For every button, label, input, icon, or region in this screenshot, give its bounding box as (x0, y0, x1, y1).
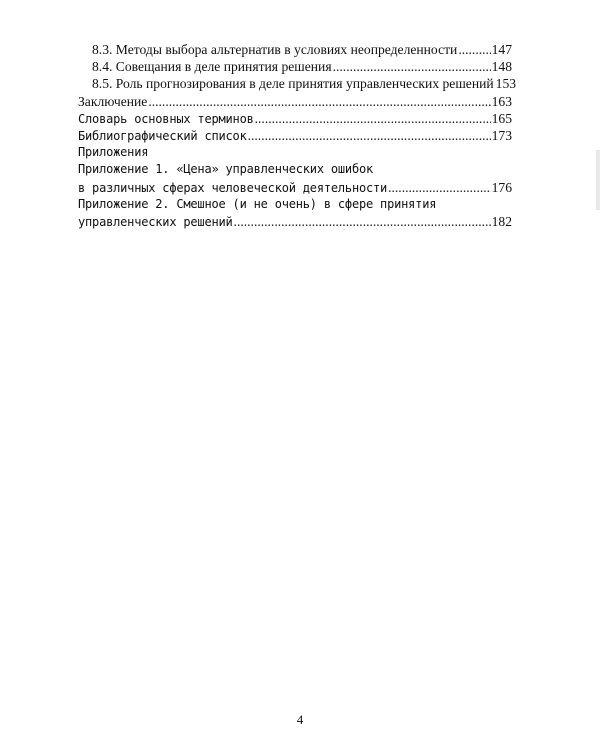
toc-entry-title: Словарь основных терминов (78, 111, 254, 126)
toc-entry-appendices (78, 144, 512, 161)
toc-leader-dots (388, 179, 491, 196)
toc-entry-title: Приложение 1. «Цена» управленческих ошибок (78, 162, 374, 177)
toc-entry-page: 176 (491, 179, 512, 195)
toc-entry-appendix-2-line-1 (78, 196, 512, 213)
toc-leader-dots (255, 110, 491, 127)
page-number: 4 (296, 712, 304, 727)
toc-entry-conclusion (78, 93, 512, 110)
toc-entry-bibliography (78, 127, 512, 144)
toc-entry-appendix-1-line-2 (78, 179, 512, 196)
toc-entry-title: Заключение (78, 93, 148, 109)
toc-leader-dots (333, 58, 491, 75)
toc-entry-title: Приложение 2. Смешное (и не очень) в сфере принятия (78, 196, 437, 211)
toc-entry-glossary (78, 110, 512, 127)
toc-entry-page: 148 (491, 59, 512, 75)
toc-entry-title: 8.5. Роль прогнозирования в деле принятия управленческих решений (92, 76, 494, 92)
toc-entry-page: 153 (495, 76, 517, 92)
toc-entry-page: 163 (491, 93, 512, 109)
toc-leader-dots (148, 93, 490, 110)
scan-edge-shadow (596, 150, 600, 210)
toc-entry-title: управленческих решений (78, 214, 233, 229)
toc-entry-title: Библиографический список (78, 128, 247, 143)
toc-entry-page: 147 (491, 42, 512, 57)
toc-leader-dots (234, 213, 491, 230)
toc-entry-title: 8.3. Методы выбора альтернатив в условиях неопределенности (92, 42, 458, 57)
toc-entry-title: в различных сферах человеческой деятельности (78, 180, 388, 195)
toc-entry-8-5 (78, 75, 517, 92)
toc-entry-page: 182 (491, 213, 512, 229)
toc-entry-appendix-1-line-1 (78, 161, 512, 178)
toc-entry-page: 173 (491, 127, 512, 143)
table-of-contents (78, 41, 517, 230)
toc-leader-dots (458, 41, 490, 58)
toc-entry-title: 8.4. Совещания в деле принятия решения (92, 59, 332, 75)
toc-entry-8-4 (78, 58, 512, 75)
toc-leader-dots (248, 127, 491, 144)
toc-entry-page: 165 (491, 110, 512, 126)
toc-entry-appendix-2-line-2 (78, 213, 512, 230)
toc-entry-8-3 (78, 41, 512, 58)
toc-entry-title: Приложения (78, 145, 149, 160)
